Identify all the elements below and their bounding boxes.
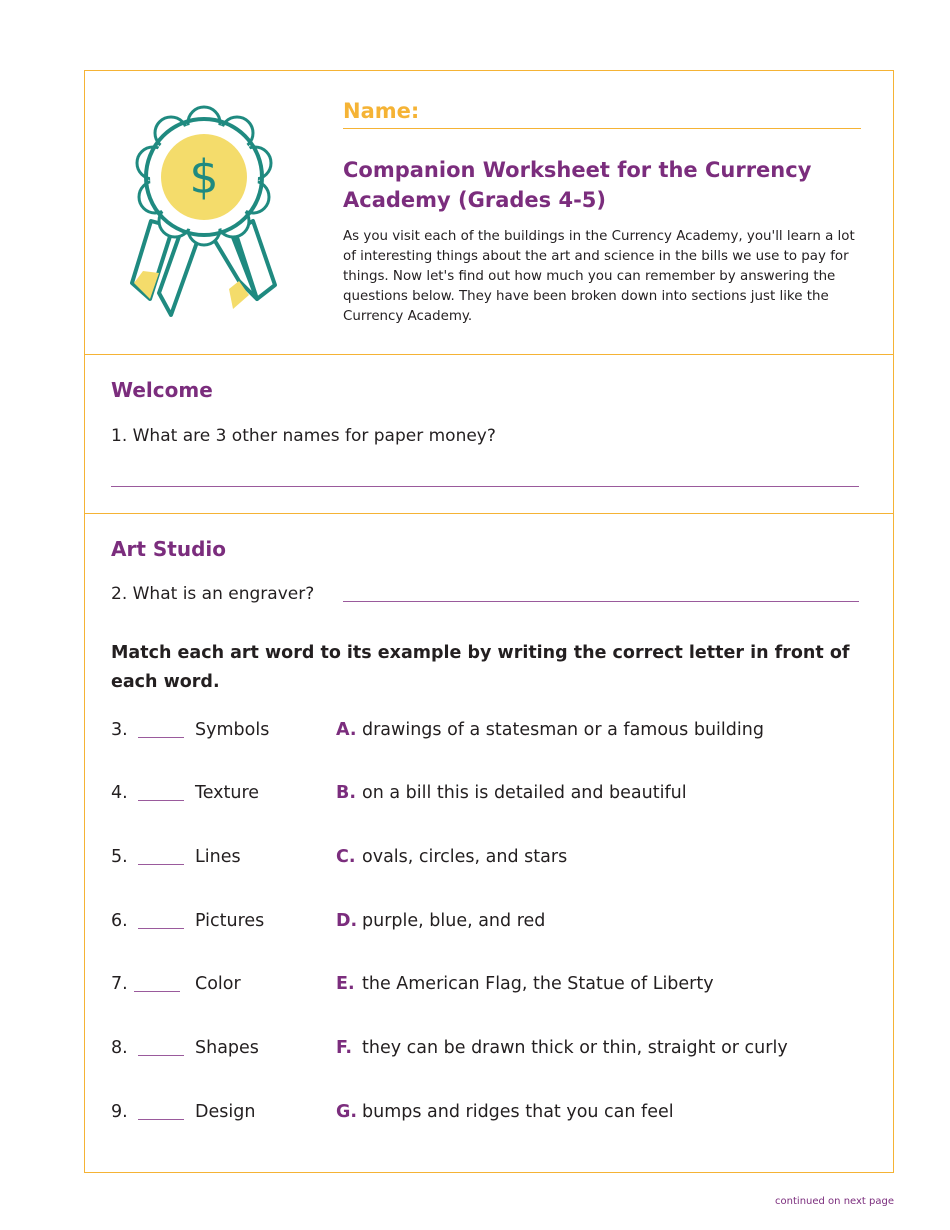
match-instructions: Match each art word to its example by writing the correct letter in front of each word. [111,643,850,692]
match-letter: C. [336,847,356,867]
answer-line-1[interactable] [111,486,859,487]
match-answer-blank[interactable] [138,1055,184,1056]
match-definition: bumps and ridges that you can feel [362,1102,674,1122]
match-letter: F. [336,1038,353,1058]
continued-note: continued on next page [775,1196,894,1207]
dollar-sign-icon: $ [189,150,219,204]
award-ribbon-icon [129,103,279,323]
match-letter: E. [336,974,355,994]
match-number: 7. [111,974,128,994]
match-word: Pictures [195,911,265,931]
match-number: 5. [111,847,128,867]
section-title-welcome: Welcome [111,378,213,402]
match-row [111,847,871,873]
section-divider [85,513,893,514]
question-1: 1. What are 3 other names for paper money? [111,426,496,446]
question-2: 2. What is an engraver? [111,584,315,604]
match-row [111,1102,871,1128]
match-definition: on a bill this is detailed and beautiful [362,783,687,803]
match-row [111,720,871,746]
match-definition: they can be drawn thick or thin, straight or curly [362,1038,788,1058]
name-field[interactable] [343,128,861,129]
match-row [111,911,871,937]
match-row [111,1038,871,1064]
match-definition: purple, blue, and red [362,911,546,931]
match-letter: A. [336,720,357,740]
match-definition: the American Flag, the Statue of Liberty [362,974,714,994]
match-row [111,974,871,1000]
match-word: Symbols [195,720,270,740]
match-answer-blank[interactable] [138,737,184,738]
match-letter: G. [336,1102,358,1122]
answer-line-2[interactable] [343,601,859,602]
match-letter: D. [336,911,358,931]
section-divider [85,354,893,355]
match-row [111,783,871,809]
match-number: 4. [111,783,128,803]
match-letter: B. [336,783,356,803]
match-word: Lines [195,847,241,867]
match-number: 3. [111,720,128,740]
name-label: Name: [343,99,420,123]
page-title: Companion Worksheet for the Currency Academy (Grades 4-5) [343,158,812,212]
match-word: Color [195,974,241,994]
match-definition: drawings of a statesman or a famous building [362,720,764,740]
match-number: 9. [111,1102,128,1122]
section-title-art-studio: Art Studio [111,537,226,561]
match-answer-blank[interactable] [138,928,184,929]
match-answer-blank[interactable] [134,991,180,992]
match-definition: ovals, circles, and stars [362,847,568,867]
worksheet-frame [84,70,894,1173]
match-answer-blank[interactable] [138,1119,184,1120]
match-number: 8. [111,1038,128,1058]
match-answer-blank[interactable] [138,800,184,801]
intro-text: As you visit each of the buildings in the Currency Academy, you'll learn a lot of interesting things about the art and science in the bills we use to pay for things. Now let's find out how much you can remember by answering the questions below. They have been broken down into sections just like the Currency Academy. [343,229,855,324]
match-word: Texture [195,783,260,803]
match-answer-blank[interactable] [138,864,184,865]
match-word: Design [195,1102,256,1122]
match-word: Shapes [195,1038,259,1058]
match-number: 6. [111,911,128,931]
